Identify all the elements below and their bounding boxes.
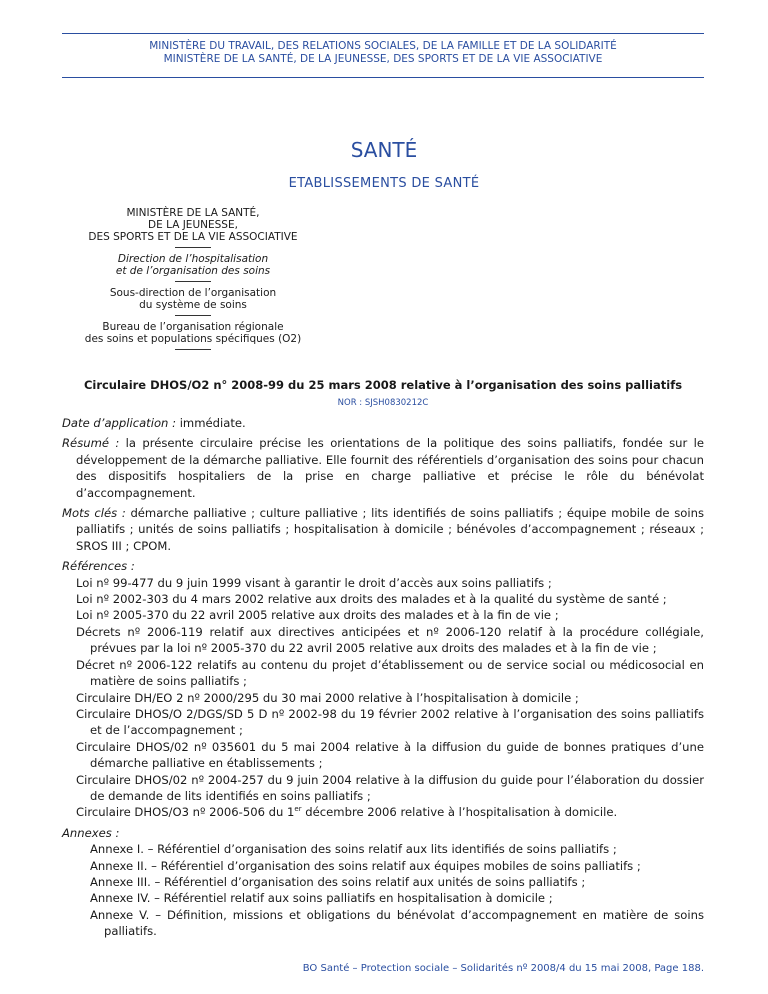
ministry-line: MINISTÈRE DE LA SANTÉ, [126,207,260,219]
separator [175,281,211,282]
reference-item: Circulaire DHOS/02 nº 2004-257 du 9 juin 2004 relative à la diffusion du guide pour l’élaboration du dossier de demande de lits identifiés en soins palliatifs ; [76,772,704,803]
reference-item: Circulaire DHOS/02 nº 035601 du 5 mai 2004 relative à la diffusion du guide de bonnes pratiques d’une démarche palliative en établissements ; [76,739,704,771]
annex-item: Annexe V. – Définition, missions et obligations du bénévolat d’accompagnement en matière de soins palliatifs. [90,907,704,939]
reference-item: Circulaire DHOS/O 2/DGS/SD 5 D nº 2002-98 du 19 février 2002 relative à l’organisation des soins palliatifs et de l’accompagnement ; [76,706,704,738]
direction-line: et de l’organisation des soins [115,265,271,277]
date-application-text: immédiate. [179,416,246,430]
ministry-line: DES SPORTS ET DE LA VIE ASSOCIATIVE [88,231,298,243]
reference-item-last: Circulaire DHOS/O3 nº 2006-506 du 1er décembre 2006 relative à l’hospitalisation à domicile. [76,805,618,820]
annex-item: Annexe III. – Référentiel d’organisation des soins relatif aux unités de soins palliatifs ; [90,874,586,889]
reference-item: Loi nº 2002-303 du 4 mars 2002 relative aux droits des malades et à la qualité du système de santé ; [76,592,667,607]
annex-item: Annexe II. – Référentiel d’organisation des soins relatif aux équipes mobiles de soins palliatifs ; [90,858,641,873]
resume-label: Résumé : [62,436,120,451]
date-application [62,415,704,431]
annex-item: Annexe I. – Référentiel d’organisation des soins relatif aux lits identifiés de soins palliatifs ; [90,842,617,857]
annexes-label: Annexes : [62,825,120,840]
nor-reference: NOR : SJSH0830212C [337,398,429,408]
date-application-label: Date d’application : [62,416,176,430]
subdirection-line: du système de soins [139,299,247,311]
header-top-rule [62,33,704,34]
circular-title: Circulaire DHOS/O2 n° 2008-99 du 25 mars 2008 relative à l’organisation des soins palliatifs [83,378,683,392]
separator [175,315,211,316]
resume-text: la présente circulaire précise les orientations de la politique des soins palliatifs, fondée sur le développement de la démarche palliative. Elle fournit des référentiels d’organisation des soins pour chacun des dispositifs hospitaliers de la prise en charge palliative et précise le rôle du bénévolat d’accompagnement. [76,436,704,500]
reference-item: Circulaire DH/EO 2 nº 2000/295 du 30 mai 2000 relative à l’hospitalisation à domicile ; [76,690,579,705]
reference-item: Loi nº 99-477 du 9 juin 1999 visant à garantir le droit d’accès aux soins palliatifs ; [76,575,552,590]
header-line-1: MINISTÈRE DU TRAVAIL, DES RELATIONS SOCIALES, DE LA FAMILLE ET DE LA SOLIDARITÉ [149,40,617,52]
bureau-line: des soins et populations spécifiques (O2) [84,333,302,345]
mots-cles [62,505,704,554]
ministry-block [62,207,324,355]
mots-cles-label: Mots clés : [62,506,126,521]
separator [175,247,211,248]
annex-item: Annexe IV. – Référentiel relatif aux soins palliatifs en hospitalisation à domicile ; [90,891,553,906]
section-title: SANTÉ [350,138,418,162]
reference-item: Décret nº 2006-122 relatifs au contenu du projet d’établissement ou de service social ou médicosocial en matière de soins palliatifs ; [76,657,704,689]
bureau-line: Bureau de l’organisation régionale [102,321,284,333]
reference-item: Décrets nº 2006-119 relatif aux directives anticipées et nº 2006-120 relatif à la procédure collégiale, prévues par la loi nº 2005-370 du 22 avril 2005 relative aux droits des malades et à la fin de vie ; [76,624,704,656]
page-footer: BO Santé – Protection sociale – Solidarités nº 2008/4 du 15 mai 2008, Page 188. [302,963,704,974]
ministry-line: DE LA JEUNESSE, [148,219,238,231]
mots-cles-text: démarche palliative ; culture palliative ; lits identifiés de soins palliatifs ; équipe mobile de soins palliatifs ; unités de soins palliatifs ; hospitalisation à domicile ; bénévoles d’accompagnement ; réseaux ; SROS III ; CPOM. [76,506,704,553]
references-label: Références : [62,559,135,574]
header-ministries [62,40,704,66]
separator [175,349,211,350]
subdirection-line: Sous-direction de l’organisation [109,287,277,299]
header-line-2: MINISTÈRE DE LA SANTÉ, DE LA JEUNESSE, DES SPORTS ET DE LA VIE ASSOCIATIVE [163,53,603,65]
header-bottom-rule [62,77,704,78]
section-subtitle: ETABLISSEMENTS DE SANTÉ [288,176,480,191]
resume [62,435,704,501]
document-body [62,415,704,940]
reference-item: Loi nº 2005-370 du 22 avril 2005 relative aux droits des malades et à la fin de vie ; [76,608,559,623]
direction-line: Direction de l’hospitalisation [117,253,269,265]
